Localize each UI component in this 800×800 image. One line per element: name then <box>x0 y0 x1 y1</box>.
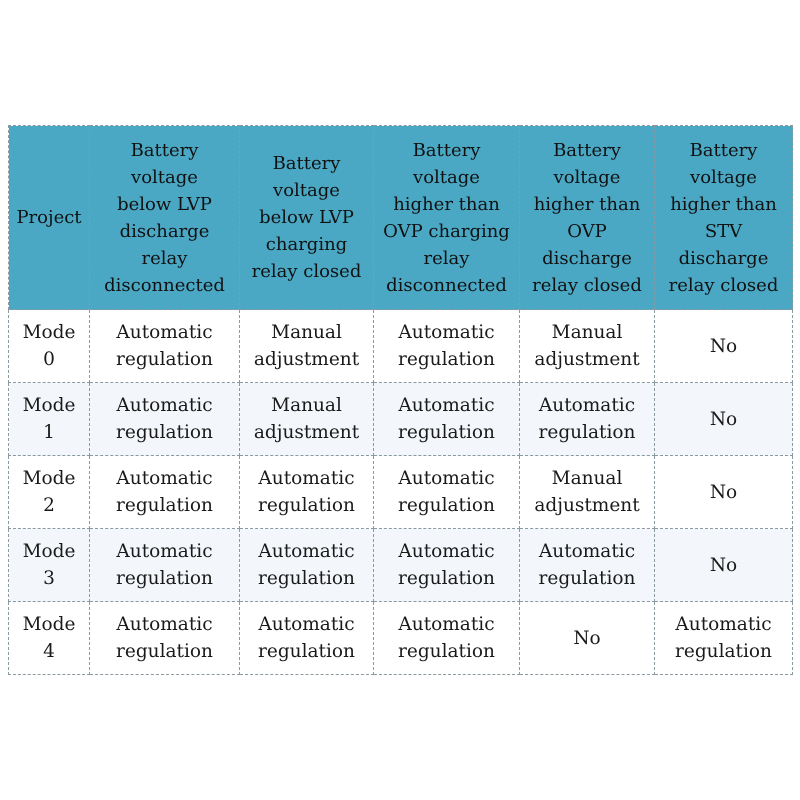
header-text-line: discharge <box>678 247 769 269</box>
table-cell <box>374 456 520 529</box>
table-cell <box>655 456 793 529</box>
header-text-line: discharge <box>542 247 632 269</box>
cell-text-line: 1 <box>43 422 55 443</box>
header-text-line: STV <box>704 220 743 242</box>
cell-text-line: regulation <box>398 495 495 516</box>
header-condition-1 <box>90 126 240 310</box>
cell-text-line: regulation <box>116 349 213 370</box>
table-cell <box>374 529 520 602</box>
mode-label-cell <box>9 456 90 529</box>
cell-text-line: 2 <box>43 495 55 516</box>
table-row <box>9 310 793 383</box>
table-cell <box>240 602 374 675</box>
cell-text-line: No <box>709 408 738 430</box>
cell-text-line: regulation <box>398 422 495 443</box>
cell-text-line: adjustment <box>253 422 360 443</box>
cell-text-line: Automatic <box>398 614 495 635</box>
cell-text-line: regulation <box>398 349 495 370</box>
header-text-line: voltage <box>553 166 621 188</box>
cell-text-line: Automatic <box>398 395 495 416</box>
table-cell <box>240 310 374 383</box>
header-text-line: voltage <box>690 166 757 188</box>
table-cell <box>655 529 793 602</box>
cell-text-line: regulation <box>258 641 355 662</box>
cell-text-line: 0 <box>43 349 55 370</box>
table-row <box>9 529 793 602</box>
header-row <box>9 126 793 310</box>
cell-text-line: Mode <box>22 322 76 343</box>
cell-text-line: Automatic <box>675 614 772 635</box>
header-project <box>9 126 90 310</box>
cell-text-line: No <box>709 554 738 576</box>
cell-text-line: regulation <box>258 568 355 589</box>
header-text-line: below LVP <box>117 193 212 215</box>
cell-text-line: regulation <box>116 422 213 443</box>
cell-text-line: Automatic <box>398 468 495 489</box>
table-cell <box>90 456 240 529</box>
header-text-line: disconnected <box>104 274 225 296</box>
table-row <box>9 456 793 529</box>
cell-text-line: regulation <box>675 641 772 662</box>
cell-text-line: 4 <box>43 641 55 662</box>
cell-text-line: Manual <box>551 468 623 489</box>
header-text-line: voltage <box>273 180 340 201</box>
cell-text-line: Manual <box>551 322 623 343</box>
mode-label-cell <box>9 529 90 602</box>
cell-text-line: Mode <box>22 541 76 562</box>
header-condition-3 <box>374 126 520 310</box>
cell-text-line: No <box>709 481 738 503</box>
mode-label-cell <box>9 602 90 675</box>
header-text-line: Project <box>16 207 82 228</box>
table-row <box>9 602 793 675</box>
header-text-line: Battery <box>689 139 758 161</box>
cell-text-line: Automatic <box>538 395 636 416</box>
header-condition-2 <box>240 126 374 310</box>
mode-label-cell <box>9 310 90 383</box>
header-text-line: higher than <box>533 193 641 215</box>
table-cell <box>520 602 655 675</box>
table-header <box>9 126 793 310</box>
table-cell <box>374 310 520 383</box>
cell-text-line: Manual <box>271 322 342 343</box>
table-cell <box>90 529 240 602</box>
header-text-line: disconnected <box>386 274 507 296</box>
table-cell <box>520 310 655 383</box>
cell-text-line: Manual <box>271 395 342 416</box>
cell-text-line: regulation <box>398 568 495 589</box>
cell-text-line: Automatic <box>398 541 495 562</box>
cell-text-line: regulation <box>258 495 355 516</box>
cell-text-line: Automatic <box>116 322 213 343</box>
table-cell <box>520 456 655 529</box>
header-text-line: Battery voltage <box>130 139 199 188</box>
table-cell <box>520 383 655 456</box>
header-text-line: below LVP <box>259 207 354 228</box>
table-cell <box>90 383 240 456</box>
cell-text-line: Automatic <box>258 468 355 489</box>
table-cell <box>90 310 240 383</box>
mode-label-cell <box>9 383 90 456</box>
cell-text-line: Automatic <box>398 322 495 343</box>
header-text-line: OVP <box>567 220 607 242</box>
table-cell <box>655 310 793 383</box>
header-text-line: OVP charging <box>383 220 510 242</box>
header-text-line: charging <box>265 234 348 255</box>
table-cell <box>90 602 240 675</box>
cell-text-line: Automatic <box>116 614 213 635</box>
cell-text-line: Automatic <box>538 541 636 562</box>
cell-text-line: adjustment <box>534 495 640 516</box>
header-text-line: Battery <box>553 139 621 161</box>
header-text-line: relay closed <box>532 274 642 296</box>
header-condition-4 <box>520 126 655 310</box>
cell-text-line: No <box>709 335 738 357</box>
header-text-line: higher than <box>670 193 777 215</box>
header-condition-5 <box>655 126 793 310</box>
header-text-line: Battery <box>272 153 341 174</box>
cell-text-line: regulation <box>116 495 213 516</box>
cell-text-line: No <box>573 627 601 649</box>
table-cell <box>240 383 374 456</box>
table-cell <box>655 602 793 675</box>
header-text-line: relay <box>423 247 470 269</box>
table-cell <box>240 456 374 529</box>
cell-text-line: adjustment <box>534 349 640 370</box>
cell-text-line: Automatic <box>258 541 355 562</box>
header-text-line: higher than <box>393 193 500 215</box>
cell-text-line: Mode <box>22 395 76 416</box>
cell-text-line: 3 <box>43 568 55 589</box>
cell-text-line: adjustment <box>253 349 360 370</box>
cell-text-line: Mode <box>22 468 76 489</box>
cell-text-line: Automatic <box>116 468 213 489</box>
table-cell <box>520 529 655 602</box>
table-body <box>9 310 793 675</box>
table-cell <box>655 383 793 456</box>
cell-text-line: Automatic <box>116 541 213 562</box>
mode-comparison-table <box>8 125 793 675</box>
table-row <box>9 383 793 456</box>
cell-text-line: regulation <box>538 568 636 589</box>
header-text-line: relay closed <box>251 261 362 282</box>
table-cell <box>374 602 520 675</box>
table-cell <box>240 529 374 602</box>
cell-text-line: regulation <box>538 422 636 443</box>
cell-text-line: regulation <box>116 568 213 589</box>
cell-text-line: Mode <box>22 614 76 635</box>
header-text-line: relay closed <box>668 274 779 296</box>
header-text-line: Battery voltage <box>412 139 481 188</box>
cell-text-line: Automatic <box>116 395 213 416</box>
cell-text-line: regulation <box>398 641 495 662</box>
cell-text-line: regulation <box>116 641 213 662</box>
table-cell <box>374 383 520 456</box>
cell-text-line: Automatic <box>258 614 355 635</box>
header-text-line: discharge relay <box>119 220 210 269</box>
